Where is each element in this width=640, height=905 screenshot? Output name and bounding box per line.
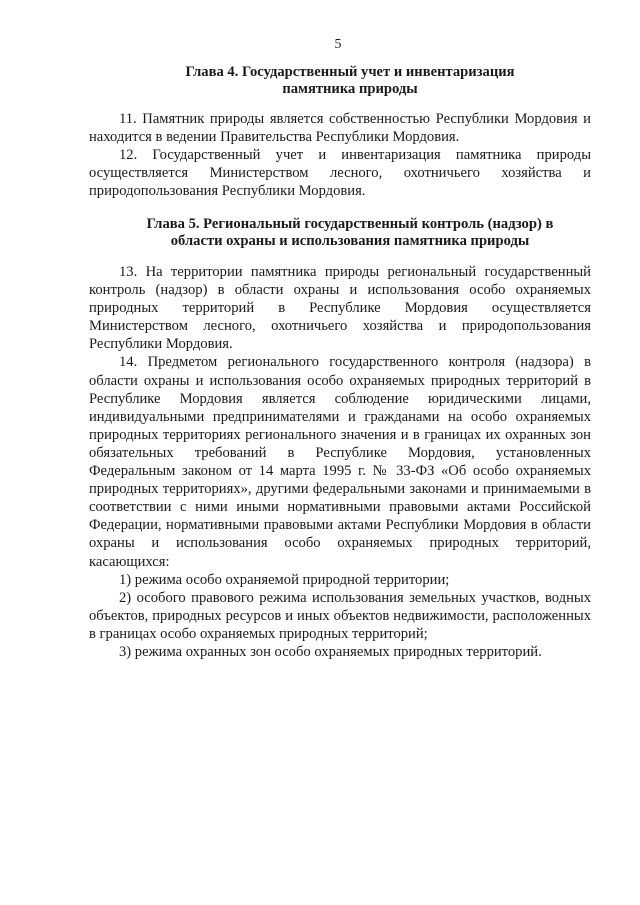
- chapter-4-heading-line-1: Глава 4. Государственный учет и инвентаризация: [185, 64, 515, 80]
- chapter-5-heading-line-1: Глава 5. Региональный государственный контроль (надзор) в: [146, 216, 554, 232]
- chapter-5-heading-line-2: области охраны и использования памятника природы: [170, 233, 530, 249]
- chapter-5-body: [89, 263, 591, 661]
- paragraph-13: 13. На территории памятника природы региональный государственный контроль (надзор) в области охраны и использования особо охраняемых природных территорий в Республике Мордовия осуществляется Министерством лесного, охотничьего хозяйства и природопользования Республики Мордовия.: [89, 264, 591, 353]
- page-number: 5: [334, 37, 342, 52]
- chapter-4-body: [89, 110, 591, 200]
- chapter-4-heading: [110, 64, 590, 98]
- paragraph-14: 14. Предметом регионального государственного контроля (надзора) в области охраны и использования особо охраняемых природных территорий в Республике Мордовия является соблюдение юридическими лицами, индивидуальными предпринимателями и гражданами на особо охраняемых природных территориях регионального значения и в границах их охранных зон обязательных требований в Республике Мордовия, установленных Федеральным законом от 14 марта 1995 г. № 33-ФЗ «Об особо охраняемых природных территориях», другими федеральными законами и принимаемыми в соответствии с ними иными нормативными правовыми актами Российской Федерации, нормативными правовыми актами Республики Мордовия в области охраны и использования особо охраняемых природных территорий, касающихся:: [89, 354, 591, 570]
- list-item-3: 3) режима охранных зон особо охраняемых природных территорий.: [119, 643, 542, 660]
- chapter-4-heading-line-2: памятника природы: [282, 81, 418, 97]
- list-item-2: 2) особого правового режима использования земельных участков, водных объектов, природных ресурсов и иных объектов недвижимости, расположенных в границах особо охраняемых природных территорий;: [89, 589, 591, 642]
- paragraph-11: 11. Памятник природы является собственностью Республики Мордовия и находится в ведении Правительства Республики Мордовия.: [89, 111, 591, 146]
- paragraph-12: 12. Государственный учет и инвентаризация памятника природы осуществляется Министерством лесного, охотничьего хозяйства и природопользования Республики Мордовия.: [89, 147, 591, 200]
- chapter-5-heading: [110, 216, 590, 250]
- list-item-1: 1) режима особо охраняемой природной территории;: [119, 571, 450, 588]
